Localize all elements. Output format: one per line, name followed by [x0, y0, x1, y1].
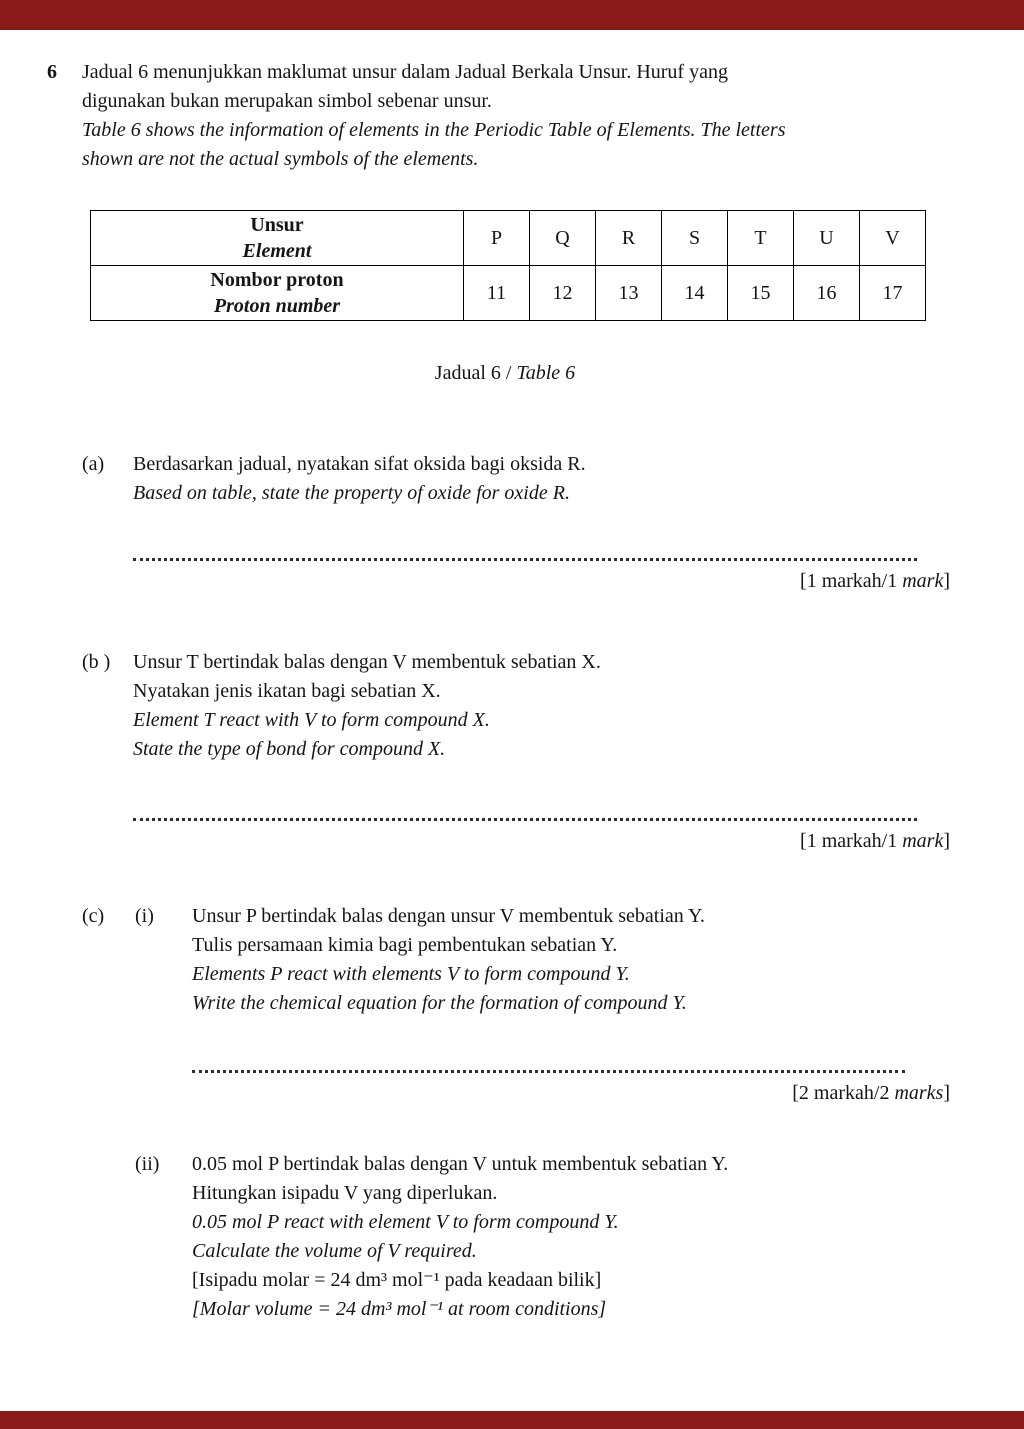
table-header-label-en: Element [242, 240, 312, 262]
part-c-i-text-ms-2: Tulis persamaan kimia bagi pembentukan sebatian Y. [192, 934, 618, 956]
part-b-text-ms-2: Nyatakan jenis ikatan bagi sebatian X. [133, 680, 441, 702]
part-c-i-text-ms-1: Unsur P bertindak balas dengan unsur V membentuk sebatian Y. [192, 905, 705, 927]
proton-cell: 15 [728, 266, 794, 321]
intro-line-ms-1: Jadual 6 menunjukkan maklumat unsur dalam Jadual Berkala Unsur. Huruf yang [82, 61, 728, 83]
element-cell: P [464, 211, 530, 266]
intro-line-en-1: Table 6 shows the information of elements in the Periodic Table of Elements. The letters [82, 119, 786, 141]
marks-word: mark [902, 830, 944, 852]
marks-prefix: [1 markah/1 [800, 570, 903, 592]
proton-cell: 17 [860, 266, 926, 321]
exam-page [0, 58, 1024, 1324]
table-caption [90, 359, 920, 388]
question-intro-text [82, 58, 950, 174]
part-c-ii [82, 1150, 950, 1324]
table-caption-ms: Jadual 6 / [434, 362, 517, 384]
element-cell: Q [530, 211, 596, 266]
part-c-i-text-en-2: Write the chemical equation for the formation of compound Y. [192, 992, 687, 1014]
part-c-i-text-en-1: Elements P react with elements V to form compound Y. [192, 963, 630, 985]
part-b-text-ms-1: Unsur T bertindak balas dengan V membentuk sebatian X. [133, 651, 601, 673]
intro-line-en-2: shown are not the actual symbols of the elements. [82, 148, 479, 170]
part-b-label: (b ) [82, 651, 111, 673]
part-a-text-en: Based on table, state the property of oxide for oxide R. [133, 482, 570, 504]
table-row-label-en: Proton number [213, 295, 341, 317]
part-c-label: (c) [82, 905, 105, 927]
part-c-i [82, 902, 950, 1108]
part-a-marks [133, 567, 950, 596]
part-a-label: (a) [82, 453, 105, 475]
table-row [91, 266, 926, 321]
element-cell: U [794, 211, 860, 266]
question-number: 6 [47, 61, 57, 83]
elements-table [90, 210, 926, 321]
intro-line-ms-2: digunakan bukan merupakan simbol sebenar unsur. [82, 90, 492, 112]
marks-prefix: [2 markah/2 [792, 1082, 895, 1104]
part-c-ii-text-ms-1: 0.05 mol P bertindak balas dengan V untuk membentuk sebatian Y. [192, 1153, 729, 1175]
table-row-label [91, 266, 464, 321]
part-a-body [133, 450, 950, 596]
proton-cell: 12 [530, 266, 596, 321]
proton-cell: 14 [662, 266, 728, 321]
part-c-ii-body [192, 1150, 950, 1324]
question-intro [47, 58, 950, 174]
table-caption-en: Table 6 [516, 362, 576, 384]
part-a [82, 450, 950, 596]
part-c-ii-text-en-1: 0.05 mol P react with element V to form compound Y. [192, 1211, 619, 1233]
proton-cell: 11 [464, 266, 530, 321]
part-b-marks [133, 827, 950, 856]
part-c-i-label: (i) [135, 905, 154, 927]
part-c-i-body [192, 902, 950, 1108]
element-cell: R [596, 211, 662, 266]
part-c-ii-text-ms-2: Hitungkan isipadu V yang diperlukan. [192, 1182, 498, 1204]
part-a-text-ms: Berdasarkan jadual, nyatakan sifat oksida bagi oksida R. [133, 453, 586, 475]
top-border-bar [0, 0, 1024, 30]
part-c-ii-note-ms: [Isipadu molar = 24 dm³ mol⁻¹ pada keadaan bilik] [192, 1269, 602, 1291]
answer-line [133, 544, 917, 561]
marks-prefix: [1 markah/1 [800, 830, 903, 852]
part-c-ii-label: (ii) [135, 1153, 160, 1175]
table-row-label-ms: Nombor proton [210, 269, 344, 291]
part-c-ii-note-en: [Molar volume = 24 dm³ mol⁻¹ at room conditions] [192, 1298, 607, 1320]
marks-suffix: ] [943, 570, 950, 592]
answer-line [133, 804, 917, 821]
marks-word: mark [902, 570, 944, 592]
marks-suffix: ] [943, 830, 950, 852]
part-b-text-en-2: State the type of bond for compound X. [133, 738, 446, 760]
element-cell: S [662, 211, 728, 266]
part-b [82, 648, 950, 856]
part-b-body [133, 648, 950, 856]
proton-cell: 16 [794, 266, 860, 321]
table-row [91, 211, 926, 266]
part-c-ii-text-en-2: Calculate the volume of V required. [192, 1240, 477, 1262]
answer-line [192, 1056, 905, 1073]
marks-word: marks [894, 1082, 944, 1104]
table-header-label [91, 211, 464, 266]
proton-cell: 13 [596, 266, 662, 321]
bottom-border-bar [0, 1411, 1024, 1429]
part-c-i-marks [192, 1079, 950, 1108]
part-c-spacer [82, 1150, 135, 1324]
part-b-text-en-1: Element T react with V to form compound X. [133, 709, 490, 731]
element-cell: T [728, 211, 794, 266]
marks-suffix: ] [943, 1082, 950, 1104]
element-cell: V [860, 211, 926, 266]
table-header-label-ms: Unsur [250, 214, 304, 236]
